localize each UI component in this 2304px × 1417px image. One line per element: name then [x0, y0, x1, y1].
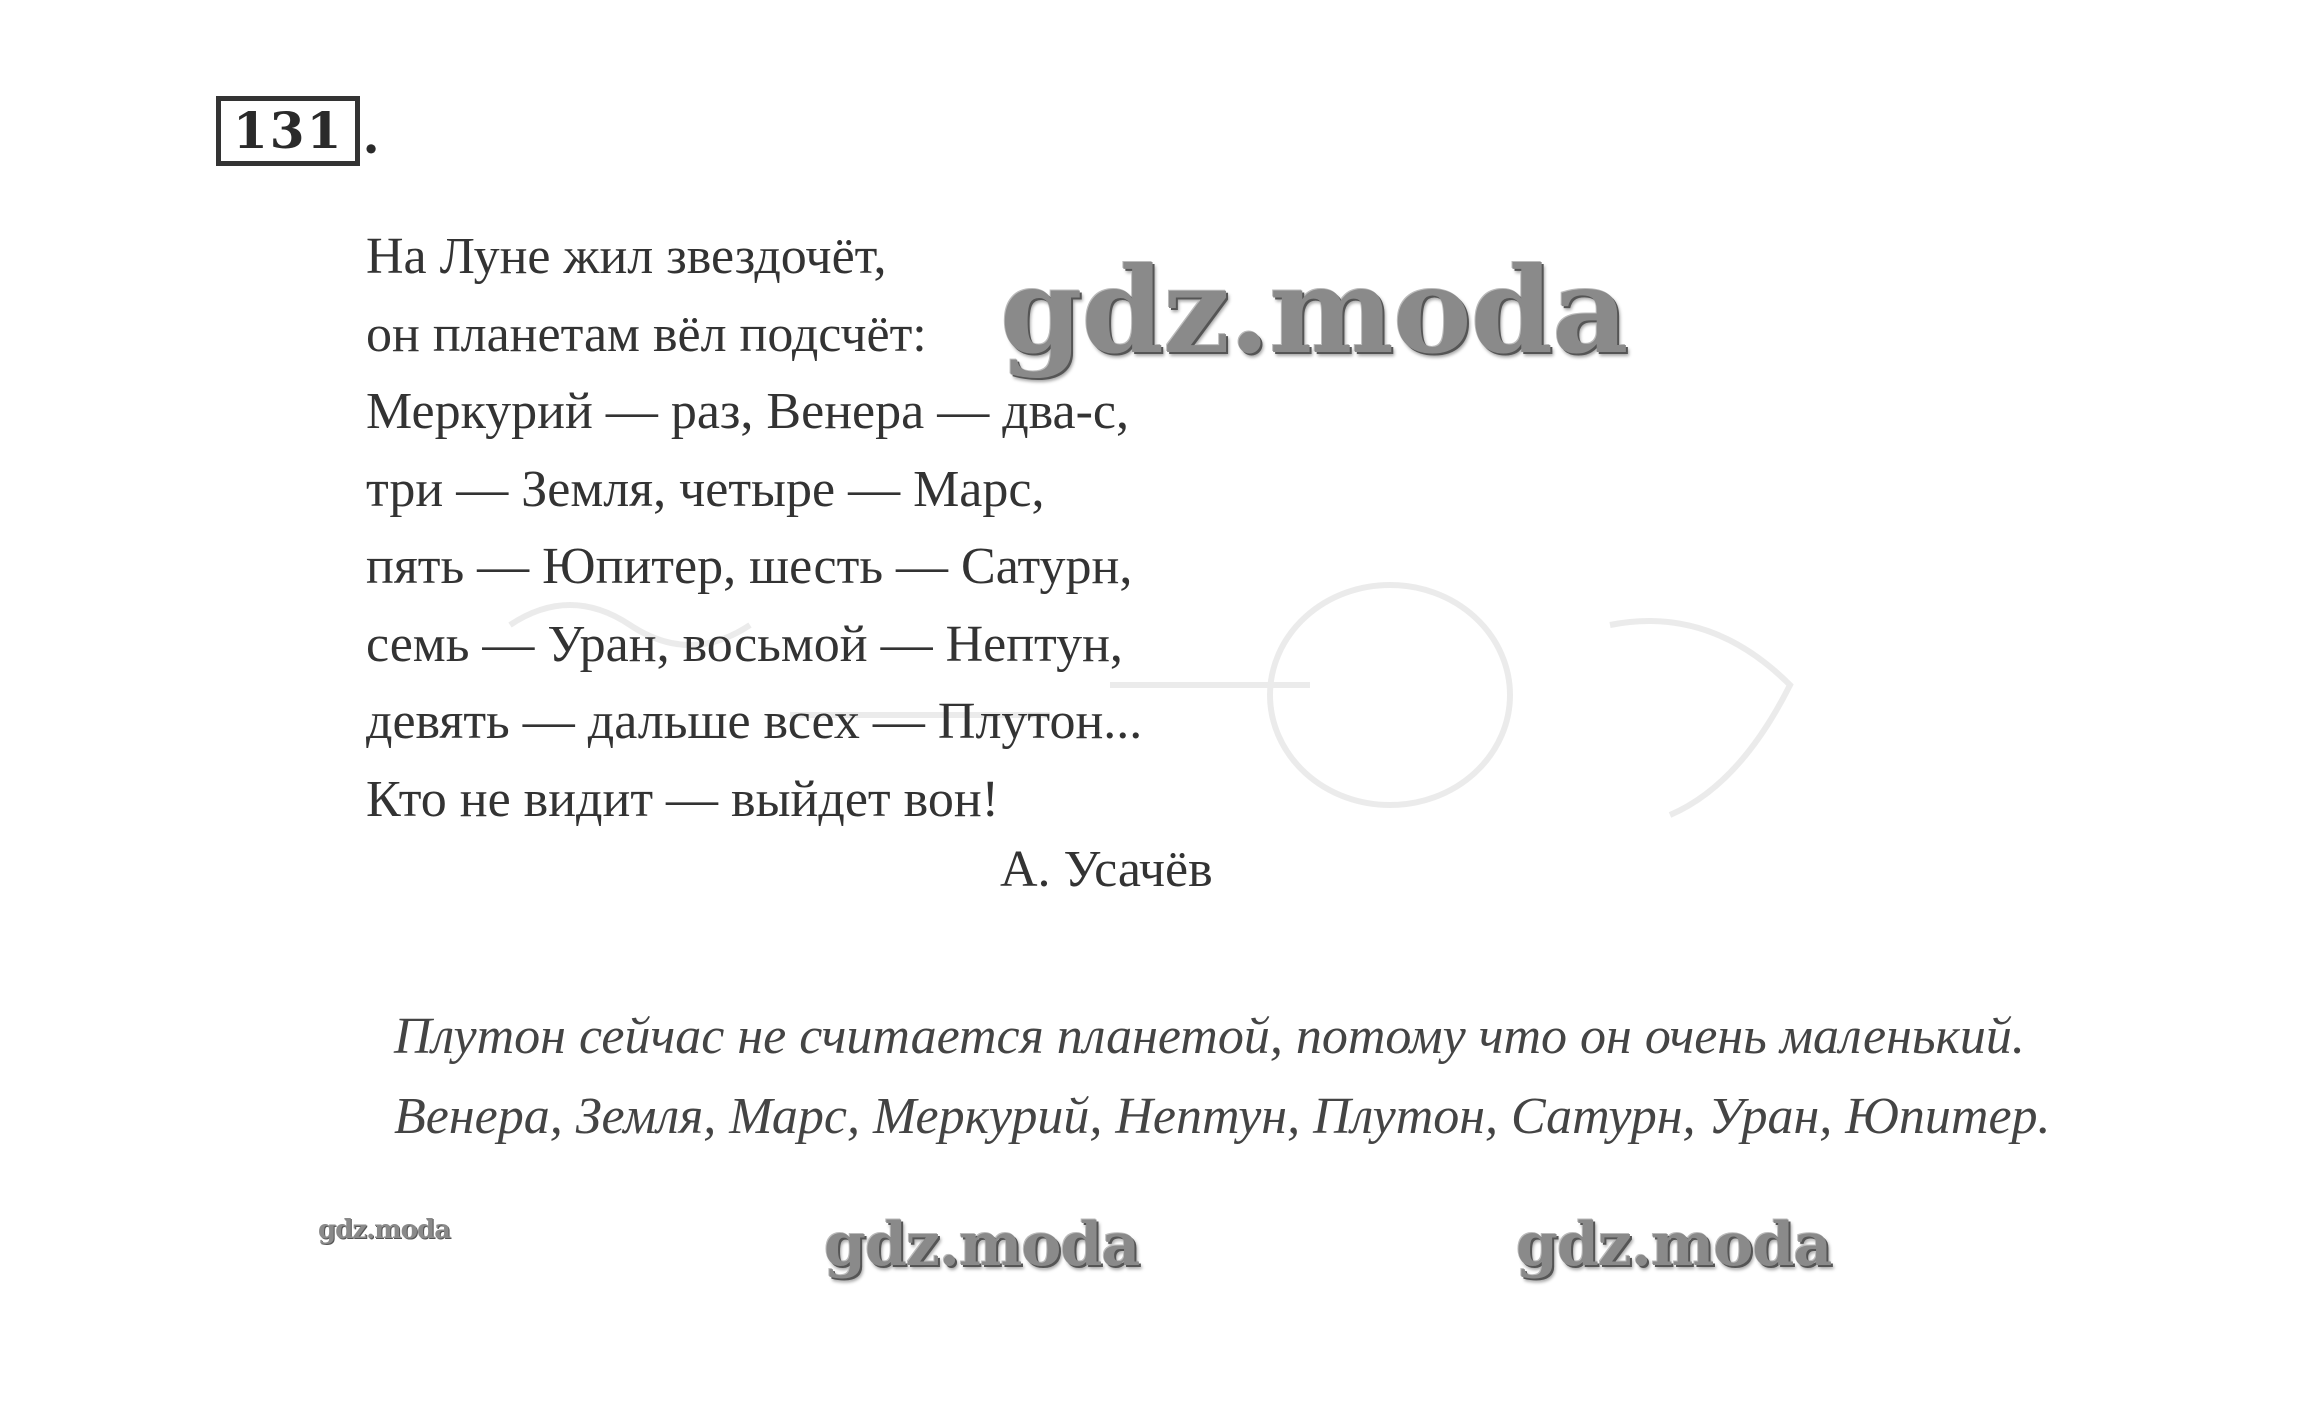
- poem-author: А. Усачёв: [1000, 841, 1213, 898]
- poem-line: пять — Юпитер, шесть — Сатурн,: [366, 538, 1133, 595]
- poem-line: девять — дальше всех — Плутон...: [366, 693, 1143, 750]
- answer-text: [216, 998, 2076, 1155]
- watermark-bottom-right: gdz.moda: [1516, 1210, 1832, 1280]
- poem-line: семь — Уран, восьмой — Нептун,: [366, 615, 1123, 673]
- exercise-number-dot: .: [362, 106, 380, 165]
- exercise-number-box: 131: [216, 96, 360, 166]
- poem-line: он планетам вёл подсчёт:: [366, 305, 927, 363]
- poem-line: Меркурий — раз, Венера — два-с,: [366, 383, 1129, 440]
- answer-paragraph: Плутон сейчас не считается планетой, потому что он очень маленький.: [394, 1008, 2025, 1065]
- poem-line: На Луне жил звездочёт,: [366, 228, 887, 285]
- poem-line: Кто не видит — выйдет вон!: [366, 770, 999, 828]
- watermark-bottom-left: gdz.moda: [824, 1210, 1140, 1280]
- answer-paragraph: Венера, Земля, Марс, Меркурий, Нептун, Плутон, Сатурн, Уран, Юпитер.: [394, 1088, 2051, 1145]
- watermark-small: gdz.moda: [318, 1215, 451, 1245]
- poem-line: три — Земля, четыре — Марс,: [366, 460, 1045, 518]
- exercise-number: [216, 96, 380, 166]
- watermark-large: gdz.moda: [1000, 241, 1628, 380]
